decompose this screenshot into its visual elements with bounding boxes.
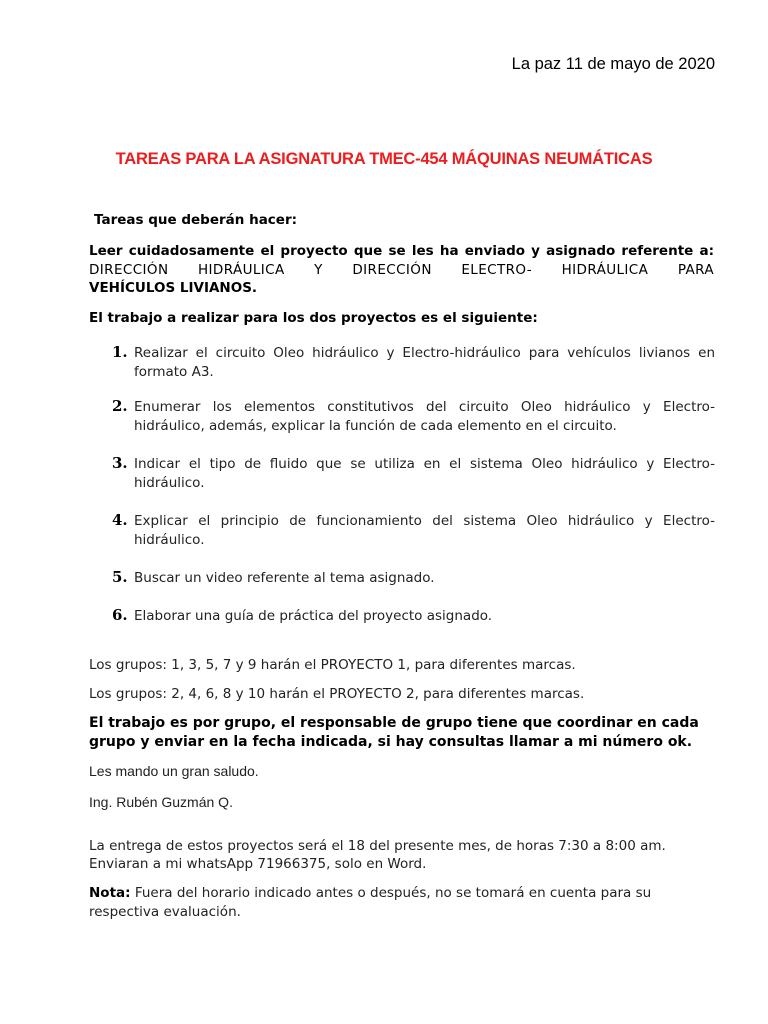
signature: Ing. Rubén Guzmán Q. (89, 794, 233, 810)
list-item-text-line-1: Realizar el circuito Oleo hidráulico y Electro-hidráulico para vehículos livianos en (134, 345, 715, 361)
list-number: 3. (112, 454, 128, 472)
tasks-heading: Tareas que deberán hacer: (94, 212, 298, 228)
list-number: 1. (112, 343, 128, 361)
list-item-text-line-1: Enumerar los elementos constitutivos del circuito Oleo hidráulico y Electro- (134, 399, 715, 415)
list-item-text-line-1: Indicar el tipo de fluido que se utiliza en el sistema Oleo hidráulico y Electro- (134, 456, 715, 472)
notice-line-2: grupo y enviar en la fecha indicada, si hay consultas llamar a mi número ok. (89, 734, 693, 750)
delivery-line-1: La entrega de estos proyectos será el 18 del presente mes, de horas 7:30 a 8:00 am. (89, 838, 666, 854)
list-item-text-line-1: Buscar un video referente al tema asignado. (134, 570, 435, 586)
note-line-1 (89, 884, 714, 902)
project-title-line-1: DIRECCIÓN HIDRÁULICA Y DIRECCIÓN ELECTRO- HIDRÁULICA PARA (89, 262, 714, 278)
list-number: 5. (112, 568, 128, 586)
groups-line-2: Los grupos: 2, 4, 6, 8 y 10 harán el PROYECTO 2, para diferentes marcas. (89, 686, 585, 702)
project-title-line-2: VEHÍCULOS LIVIANOS. (89, 280, 258, 296)
delivery-line-2: Enviaran a mi whatsApp 71966375, solo en Word. (89, 856, 427, 872)
list-item-text-line-1: Explicar el principio de funcionamiento del sistema Oleo hidráulico y Electro- (134, 513, 715, 529)
groups-line-1: Los grupos: 1, 3, 5, 7 y 9 harán el PROYECTO 1, para diferentes marcas. (89, 657, 576, 673)
work-heading: El trabajo a realizar para los dos proyectos es el siguiente: (89, 310, 538, 326)
list-number: 6. (112, 606, 128, 624)
list-item-text-line-2: formato A3. (134, 363, 214, 380)
document-date: La paz 11 de mayo de 2020 (511, 55, 715, 73)
document-title: TAREAS PARA LA ASIGNATURA TMEC-454 MÁQUINAS NEUMÁTICAS (115, 150, 653, 168)
note-text: Fuera del horario indicado antes o después, no se tomará en cuenta para su (130, 885, 652, 901)
list-item-text-line-1: Elaborar una guía de práctica del proyecto asignado. (134, 608, 493, 624)
list-item-text-line-2: hidráulico. (134, 531, 205, 548)
notice-line-1: El trabajo es por grupo, el responsable de grupo tiene que coordinar en cada (89, 715, 699, 731)
list-item-text-line-2: hidráulico, además, explicar la función de cada elemento en el circuito. (134, 417, 617, 434)
list-number: 2. (112, 397, 128, 415)
list-item-text-line-2: hidráulico. (134, 474, 205, 491)
note-line-2: respectiva evaluación. (89, 904, 241, 920)
note-label: Nota: (89, 885, 131, 901)
read-instruction-line-1: Leer cuidadosamente el proyecto que se les ha enviado y asignado referente a: (89, 243, 714, 259)
list-number: 4. (112, 511, 128, 529)
greeting: Les mando un gran saludo. (89, 763, 259, 779)
